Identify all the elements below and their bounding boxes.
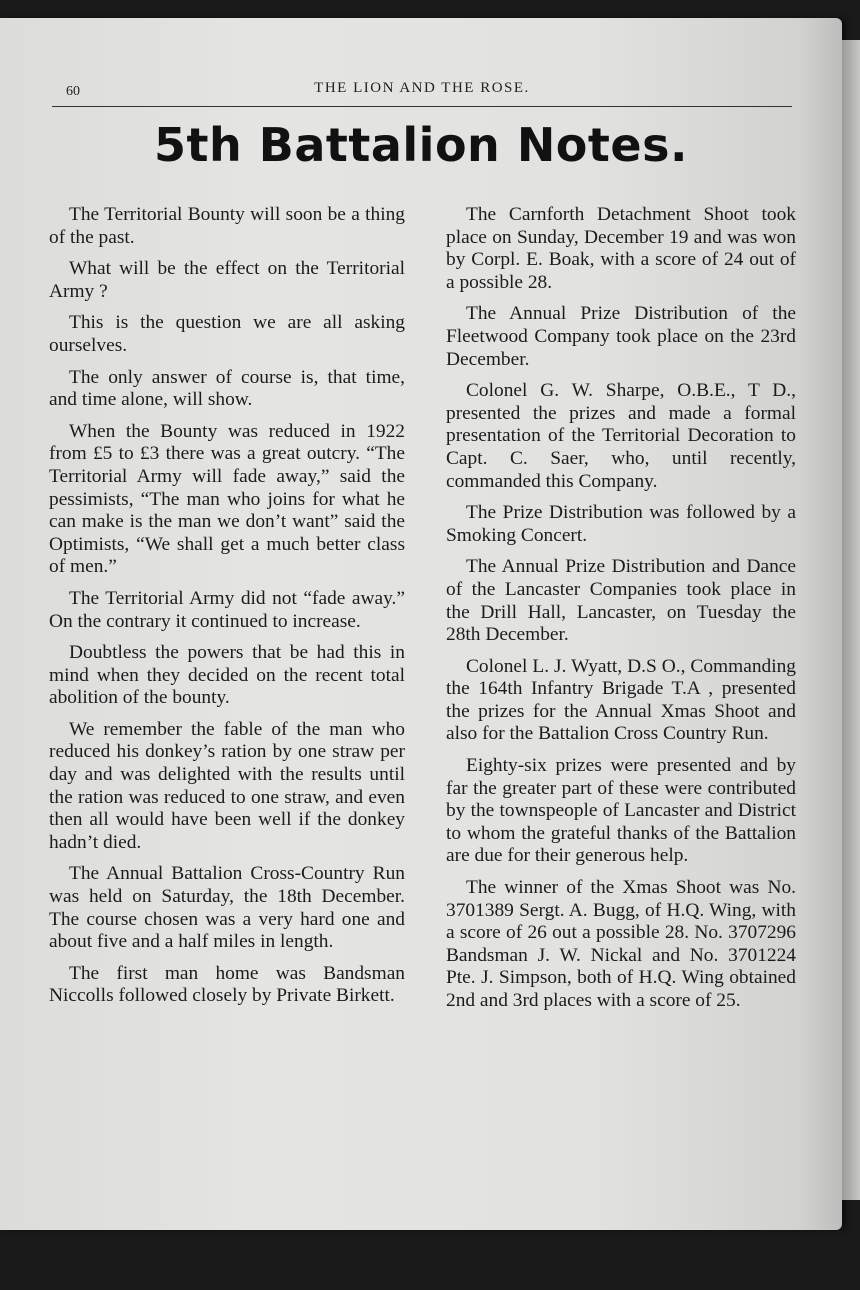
left-column [49, 204, 405, 1017]
paragraph: Colonel L. J. Wyatt, D.S O., Commanding the 164th Infantry Brigade T.A , presented the prizes for the Annual Xmas Shoot and also for the Battalion Cross Country Run. [446, 655, 796, 745]
paragraph: The first man home was Bandsman Niccolls followed closely by Private Birkett. [49, 962, 405, 1007]
paragraph: The Territorial Bounty will soon be a thing of the past. [49, 204, 405, 248]
paragraph: The Territorial Army did not “fade away.” On the contrary it continued to increase. [49, 587, 405, 632]
paragraph: The only answer of course is, that time, and time alone, will show. [49, 366, 405, 411]
paragraph: When the Bounty was reduced in 1922 from £5 to £3 there was a great outcry. “The Territorial Army will fade away,” said the pessimists, “The man who joins for what he can make is the man we don’t want” said the Optimists, “We shall get a much better class of men.” [49, 420, 405, 578]
paragraph: The winner of the Xmas Shoot was No. 3701389 Sergt. A. Bugg, of H.Q. Wing, with a score of 26 out a possible 28. No. 3707296 Bandsman J. W. Nickal and No. 3701224 Pte. J. Simpson, both of H.Q. Wing obtained 2nd and 3rd places with a score of 25. [446, 877, 796, 1011]
paragraph: The Annual Prize Distribution of the Fleetwood Company took place on the 23rd December. [446, 303, 796, 370]
journal-title: THE LION AND THE ROSE. [314, 80, 530, 96]
paragraph: The Annual Battalion Cross-Country Run was held on Saturday, the 18th December. The course chosen was a very hard one and about five and a half miles in length. [49, 863, 405, 953]
paragraph: We remember the fable of the man who reduced his donkey’s ration by one straw per day and was delighted with the results until the ration was reduced to one straw, and even then all would have been well if the donkey hadn’t died. [49, 718, 405, 853]
magazine-page [0, 18, 842, 1230]
paragraph: Colonel G. W. Sharpe, O.B.E., T D., presented the prizes and made a formal presentation of the Territorial Decoration to Capt. C. Saer, who, until recently, commanded this Company. [446, 380, 796, 492]
page-edge [842, 40, 860, 1200]
paragraph: This is the question we are all asking ourselves. [49, 312, 405, 356]
right-column [446, 204, 796, 1022]
running-head [52, 76, 792, 107]
paragraph: The Prize Distribution was followed by a Smoking Concert. [446, 502, 796, 546]
article-title: 5th Battalion Notes. [154, 118, 688, 172]
paragraph: Eighty-six prizes were presented and by far the greater part of these were contributed by the townspeople of Lancaster and District to whom the grateful thanks of the Battalion are due for their generous help. [446, 755, 796, 867]
paragraph: The Annual Prize Distribution and Dance of the Lancaster Companies took place in the Drill Hall, Lancaster, on Tuesday the 28th December. [446, 556, 796, 646]
paragraph: Doubtless the powers that be had this in mind when they decided on the recent total abolition of the bounty. [49, 642, 405, 709]
page-number: 60 [66, 84, 80, 99]
paragraph: The Carnforth Detachment Shoot took place on Sunday, December 19 and was won by Corpl. E. Boak, with a score of 24 out of a possible 28. [446, 204, 796, 293]
paragraph: What will be the effect on the Territorial Army ? [49, 258, 405, 302]
